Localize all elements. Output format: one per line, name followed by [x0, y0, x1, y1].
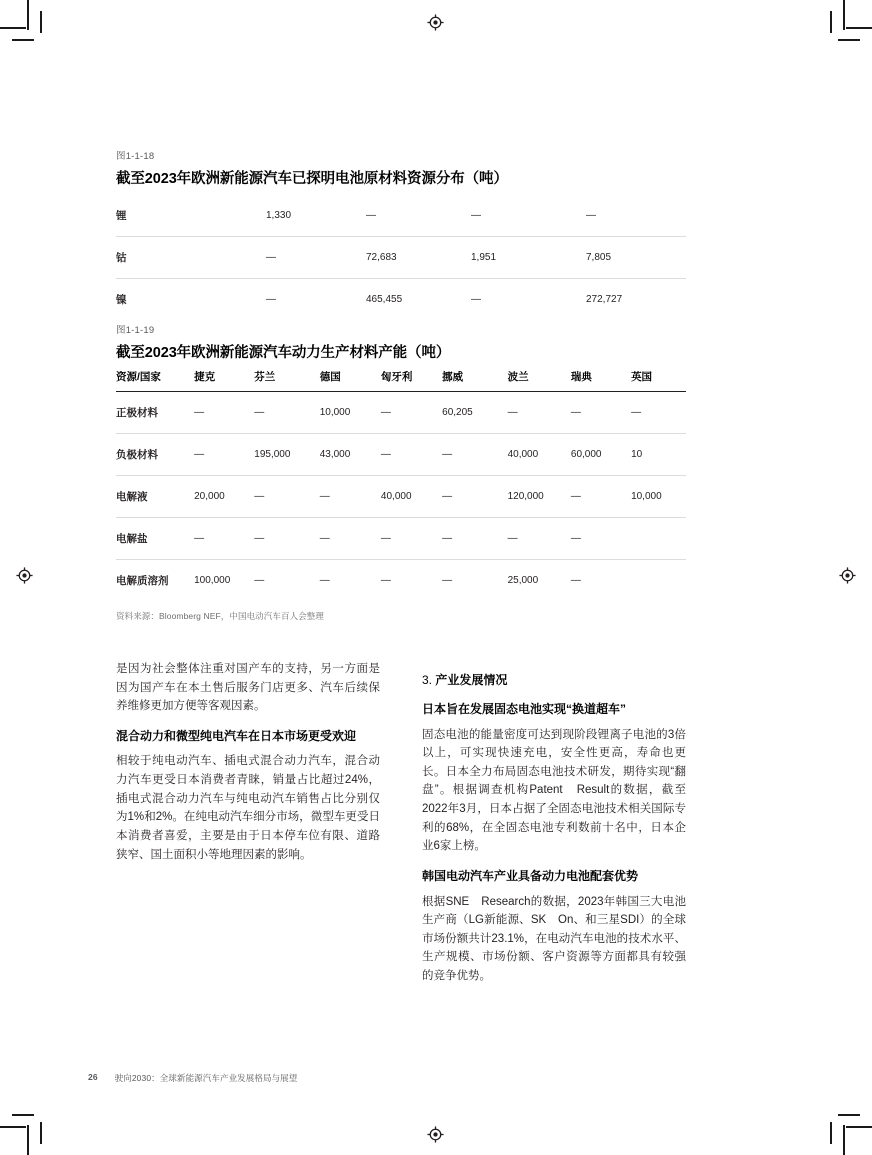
table-cell	[631, 518, 686, 560]
table-cell: —	[508, 392, 571, 434]
table-row	[116, 476, 686, 518]
crop-mark-bottom-right-inner-v	[830, 1122, 832, 1144]
crop-mark-top-left-vertical	[27, 0, 29, 30]
table-cell: —	[380, 575, 391, 586]
table-row	[116, 392, 686, 434]
table-cell: 60,000	[571, 434, 631, 476]
table-cell: 60,205	[442, 392, 507, 434]
row-label: 电解液	[116, 476, 194, 518]
table-cell: —	[266, 294, 276, 305]
registration-target-icon-left	[16, 567, 33, 584]
resource-distribution-table-body	[116, 195, 686, 320]
figure-1-1-18	[116, 148, 686, 320]
figure-2-number: 图1-1-19	[116, 325, 155, 336]
table-cell: 40,000	[381, 476, 442, 518]
table-cell: —	[319, 575, 330, 586]
registration-target-icon-top	[427, 14, 444, 31]
table-cell: 7,805	[586, 237, 686, 279]
table-cell: —	[508, 518, 571, 560]
book-title: 驶向2030：全球新能源汽车产业发展格局与展望	[114, 1073, 298, 1083]
crop-mark-bottom-left-horizontal	[0, 1126, 26, 1128]
column-header: 英国	[631, 369, 686, 392]
table-cell: 195,000	[254, 434, 319, 476]
right-column	[422, 660, 686, 993]
table-cell: 272,727	[586, 294, 623, 305]
crop-mark-top-left-inner-v	[40, 11, 42, 33]
row-label: 钴	[116, 237, 266, 279]
table-cell: 40,000	[508, 434, 571, 476]
table-cell: —	[381, 518, 442, 560]
crop-mark-top-left-inner-h	[12, 39, 34, 41]
column-header: 德国	[320, 369, 381, 392]
column-header: 挪威	[442, 369, 507, 392]
column-header: 资源/国家	[116, 369, 194, 392]
page-footer	[88, 1072, 297, 1084]
column-header: 捷克	[194, 369, 254, 392]
table-header-row	[116, 369, 686, 392]
crop-mark-bottom-left-inner-v	[40, 1122, 42, 1144]
registration-target-icon-right	[839, 567, 856, 584]
figure-2-source: 资料来源：Bloomberg NEF，中国电动汽车百人会整理	[116, 611, 324, 621]
table-cell: 72,683	[366, 237, 471, 279]
table-cell: —	[570, 575, 581, 586]
table-row	[116, 279, 686, 321]
page-number: 26	[88, 1072, 98, 1082]
table-cell: 465,455	[366, 294, 403, 305]
right-paragraph-2: 根据SNE Research的数据，2023年韩国三大电池生产商（LG新能源、SK On、和三星SDI）的全球市场份额共计23.1%，在电动汽车电池的技术水平、生产规模、市场份额、客户资源等方面都具有较强的竞争优势。	[422, 895, 686, 983]
production-capacity-table-head	[116, 369, 686, 392]
table-cell: —	[254, 518, 319, 560]
table-cell: —	[194, 434, 254, 476]
section-title: 产业发展情况	[435, 673, 508, 687]
table-cell: —	[266, 237, 366, 279]
crop-mark-bottom-right-horizontal	[846, 1126, 872, 1128]
table-row	[116, 434, 686, 476]
table-cell: 43,000	[320, 434, 381, 476]
crop-mark-top-right-horizontal	[846, 27, 872, 29]
table-cell: —	[571, 476, 631, 518]
registration-target-icon-bottom	[427, 1126, 444, 1143]
table-cell: 1,951	[471, 237, 586, 279]
left-paragraph-1: 是因为社会整体注重对国产车的支持，另一方面是因为国产车在本土售后服务门店更多、汽车后续保养维修更加方便等客观因素。	[116, 663, 380, 713]
table-row	[116, 237, 686, 279]
table-cell: —	[586, 195, 686, 237]
table-cell: 10,000	[631, 476, 686, 518]
column-header: 波兰	[508, 369, 571, 392]
crop-mark-bottom-left-vertical	[27, 1125, 29, 1155]
table-cell: —	[442, 575, 453, 586]
row-label: 电解盐	[116, 518, 194, 560]
section-heading	[422, 671, 686, 689]
figure-1-number: 图1-1-18	[116, 151, 155, 162]
table-cell: —	[442, 518, 507, 560]
table-cell: —	[194, 392, 254, 434]
table-cell: 100,000	[194, 575, 231, 586]
table-cell: —	[631, 392, 686, 434]
table-cell: 20,000	[194, 476, 254, 518]
left-heading-1: 混合动力和微型纯电汽车在日本市场更受欢迎	[116, 728, 357, 743]
crop-mark-bottom-left-inner-h	[12, 1114, 34, 1116]
crop-mark-top-right-vertical	[843, 0, 845, 30]
row-label: 负极材料	[116, 434, 194, 476]
row-label: 锂	[116, 195, 266, 237]
left-column	[116, 660, 380, 993]
right-paragraph-1: 固态电池的能量密度可达到现阶段锂离子电池的3倍以上，可实现快速充电，安全性更高，寿命也更长。日本全力布局固态电池技术研发，期待实现“翻盘”。根据调查机构Patent Result的数据，截至2022年3月，日本占据了全固态电池技术相关国际专利的68%，在全固态电池专利数前十名中，日本企业6家上榜。	[422, 728, 686, 853]
table-cell: 10	[631, 434, 686, 476]
table-cell: —	[571, 392, 631, 434]
table-cell: —	[194, 518, 254, 560]
right-heading-2: 韩国电动汽车产业具备动力电池配套优势	[422, 868, 639, 883]
figure-2-title: 截至2023年欧洲新能源汽车动力生产材料产能（吨）	[116, 345, 451, 361]
table-cell: —	[254, 392, 319, 434]
table-cell: —	[442, 476, 507, 518]
table-row	[116, 560, 686, 602]
crop-mark-bottom-right-vertical	[843, 1125, 845, 1155]
column-header: 匈牙利	[381, 369, 442, 392]
table-cell: 10,000	[320, 392, 381, 434]
production-capacity-table-body	[116, 392, 686, 602]
table-cell: —	[381, 434, 442, 476]
table-cell: —	[471, 294, 481, 305]
table-cell: —	[320, 476, 381, 518]
table-cell: 120,000	[508, 476, 571, 518]
table-cell: —	[254, 575, 265, 586]
right-heading-1: 日本旨在发展固态电池实现“换道超车”	[422, 702, 627, 716]
table-cell: —	[442, 434, 507, 476]
production-capacity-table	[116, 369, 686, 601]
crop-mark-bottom-right-inner-h	[838, 1114, 860, 1116]
table-cell: —	[381, 392, 442, 434]
column-header: 瑞典	[571, 369, 631, 392]
table-cell: —	[366, 195, 471, 237]
table-cell: —	[571, 518, 631, 560]
crop-mark-top-left-horizontal	[0, 27, 26, 29]
table-row	[116, 195, 686, 237]
crop-mark-top-right-inner-h	[838, 39, 860, 41]
table-cell: —	[471, 195, 586, 237]
body-columns	[116, 660, 686, 993]
column-header: 芬兰	[254, 369, 319, 392]
figure-1-title: 截至2023年欧洲新能源汽车已探明电池原材料资源分布（吨）	[116, 171, 508, 187]
figure-1-1-19	[116, 322, 686, 622]
table-cell: —	[254, 476, 319, 518]
table-cell: —	[320, 518, 381, 560]
table-cell: 25,000	[507, 575, 539, 586]
row-label: 电解质溶剂	[116, 575, 169, 587]
left-paragraph-2: 相较于纯电动汽车、插电式混合动力汽车，混合动力汽车更受日本消费者青睐，销量占比超过24%，插电式混合动力汽车与纯电动汽车销售占比分别仅为1%和2%。在纯电动汽车细分市场，微型车更受日本消费者喜爱，主要是由于日本停车位有限、道路狭窄、国土面积小等地理因素的影响。	[116, 755, 380, 861]
table-cell	[631, 560, 686, 602]
table-row	[116, 518, 686, 560]
row-label: 正极材料	[116, 392, 194, 434]
table-cell: 1,330	[266, 195, 366, 237]
crop-mark-top-right-inner-v	[830, 11, 832, 33]
section-number: 3.	[422, 673, 433, 687]
row-label: 镍	[116, 294, 127, 306]
resource-distribution-table	[116, 195, 686, 320]
